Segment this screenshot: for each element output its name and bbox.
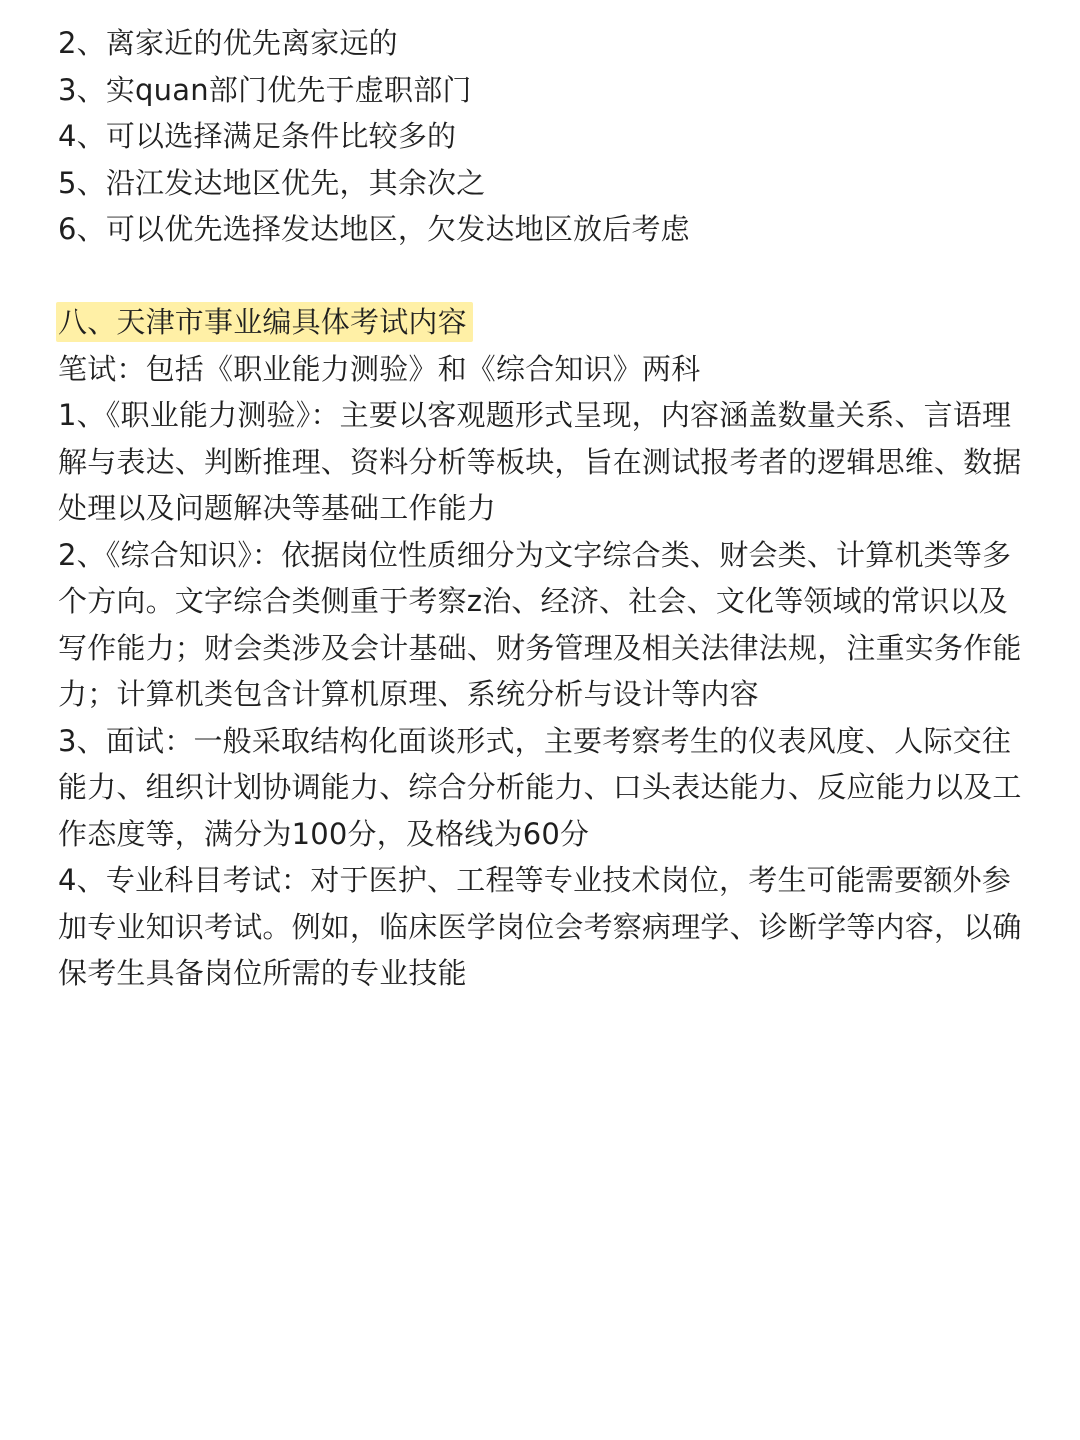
list-item-priority-5: 5、沿江发达地区优先，其余次之 — [58, 165, 486, 200]
section-heading-row — [58, 299, 1028, 346]
section-heading: 八、天津市事业编具体考试内容 — [56, 302, 473, 342]
section-spacer — [58, 253, 1028, 300]
list-item-priority-3: 3、实quan部门优先于虚职部门 — [58, 72, 472, 107]
exam-item-general-knowledge: 2、《综合知识》：依据岗位性质细分为文字综合类、财会类、计算机类等多个方向。文字综合类侧重于考察z治、经济、社会、文化等领域的常识以及写作能力；财会类涉及会计基础、财务管理及相关法律法规，注重实务作能力；计算机类包含计算机原理、系统分析与设计等内容 — [58, 537, 1022, 711]
exam-item-aptitude-test: 1、《职业能力测验》：主要以客观题形式呈现，内容涵盖数量关系、言语理解与表达、判断推理、资料分析等板块，旨在测试报考者的逻辑思维、数据处理以及问题解决等基础工作能力 — [58, 398, 1022, 525]
list-item-priority-2: 2、离家近的优先离家远的 — [58, 26, 398, 60]
document-content — [58, 20, 1028, 997]
exam-item-interview: 3、面试：一般采取结构化面谈形式，主要考察考生的仪表风度、人际交往能力、组织计划协调能力、综合分析能力、口头表达能力、反应能力以及工作态度等，满分为100分，及格线为60分 — [58, 723, 1022, 851]
list-item-priority-6: 6、可以优先选择发达地区，欠发达地区放后考虑 — [58, 212, 690, 246]
list-item-priority-4: 4、可以选择满足条件比较多的 — [58, 119, 457, 153]
exam-item-professional-test: 4、专业科目考试：对于医护、工程等专业技术岗位，考生可能需要额外参加专业知识考试。例如，临床医学岗位会考察病理学、诊断学等内容，以确保考生具备岗位所需的专业技能 — [58, 863, 1022, 990]
section-subtitle: 笔试：包括《职业能力测验》和《综合知识》两科 — [58, 351, 701, 386]
